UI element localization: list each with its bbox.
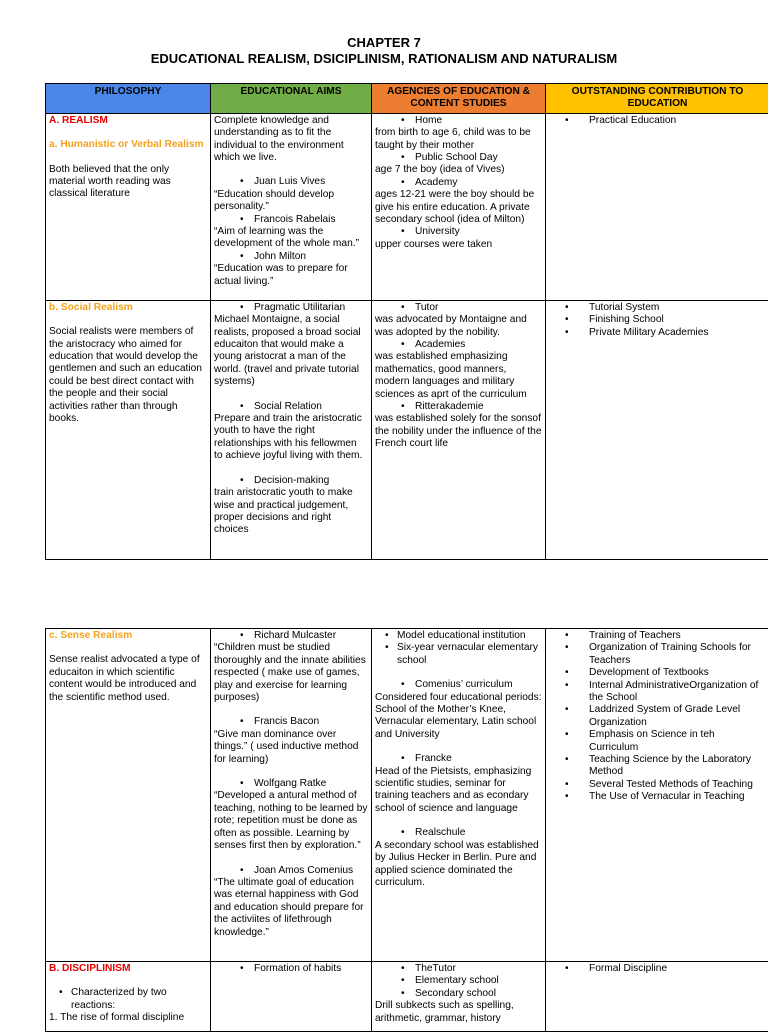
cell-aims — [211, 962, 372, 1032]
row-social-realism — [46, 300, 768, 559]
agency-text: was established emphasizing mathematics, good manners, modern languages and military sciences as aprt of the curriculum — [375, 351, 542, 401]
col-header-aims: EDUCATIONAL AIMS — [211, 84, 372, 114]
agency-name: • University — [375, 226, 542, 238]
contribution-item: • Training of Teachers — [549, 630, 766, 642]
description: Both believed that the only material worth reading was classical literature — [49, 164, 207, 201]
agency-name: • Tutor — [375, 302, 542, 314]
cell-contributions — [546, 300, 768, 559]
aim-name: • Joan Amos Comenius — [214, 865, 368, 877]
aim-name: • Decision-making — [214, 475, 368, 487]
aim-text: Michael Montaigne, a social realists, proposed a broad social educaiton that would make a young aristocrat a man of the world. (travel and private tutorial systems) — [214, 314, 368, 388]
agency-text: upper courses were taken — [375, 239, 542, 251]
contribution-item: • Formal Discipline — [549, 963, 766, 975]
aim-text: Prepare and train the aristocratic youth to have the right relationships with his fellowmen to achieve joyful living with them. — [214, 413, 368, 463]
aim-text: train aristocratic youth to make wise and practical judgement, proper decisions and right choices — [214, 487, 368, 537]
agency-text: A secondary school was established by Julius Hecker in Berlin. Pure and applied science dominated the curriculum. — [375, 840, 542, 890]
contribution-item: • Teaching Science by the Laboratory Method — [549, 754, 766, 779]
contribution-item: • Finishing School — [549, 314, 766, 326]
header-row — [46, 84, 768, 114]
aims-intro: Complete knowledge and understanding as to fit the individual to the environment which we live. — [214, 115, 368, 165]
row-humanistic-realism — [46, 113, 768, 300]
row-disciplinism — [46, 962, 768, 1032]
aim-name: • Richard Mulcaster — [214, 630, 368, 642]
agency-item: • Model educational institution — [375, 630, 542, 642]
cell-aims — [211, 629, 372, 962]
aim-name: • John Milton — [214, 251, 368, 263]
table-realism-part1 — [45, 83, 768, 560]
aim-text: “Children must be studied thoroughly and the innate abilities respected ( make use of games, play and exercise for learning purposes) — [214, 642, 368, 704]
contribution-item: • The Use of Vernacular in Teaching — [549, 791, 766, 803]
agency-name: • Ritterakademie — [375, 401, 542, 413]
section-heading: A. REALISM — [49, 115, 207, 127]
agency-name: • Academy — [375, 177, 542, 189]
aim-text: “Give man dominance over things.” ( used inductive method for learning) — [214, 729, 368, 766]
aim-name: • Juan Luis Vives — [214, 176, 368, 188]
contribution-item: • Emphasis on Science in teh Curriculum — [549, 729, 766, 754]
cell-philosophy — [46, 629, 211, 962]
cell-aims — [211, 113, 372, 300]
contribution-item: • Tutorial System — [549, 302, 766, 314]
cell-agencies — [372, 629, 546, 962]
description: Sense realist advocated a type of educaiton in which scientific content would be introduced and the scientific method used. — [49, 654, 207, 704]
aim-name: • Pragmatic Utilitarian — [214, 302, 368, 314]
contribution-item: • Organization of Training Schools for Teachers — [549, 642, 766, 667]
cell-philosophy — [46, 113, 211, 300]
contribution-item: • Internal AdministrativeOrganization of the School — [549, 680, 766, 705]
subheading: c. Sense Realism — [49, 630, 207, 642]
agency-name: • Public School Day — [375, 152, 542, 164]
agency-text: was advocated by Montaigne and was adopted by the nobility. — [375, 314, 542, 339]
aim-name: • Francois Rabelais — [214, 214, 368, 226]
section-heading: B. DISCIPLINISM — [49, 963, 207, 975]
agency-item: • Elementary school — [375, 975, 542, 987]
row-sense-realism — [46, 629, 768, 962]
agency-text: was established solely for the sonsof the nobility under the influence of the French court life — [375, 413, 542, 450]
cell-agencies — [372, 962, 546, 1032]
agency-text: age 7 the boy (idea of Vives) — [375, 164, 542, 176]
contribution-item: • Development of Textbooks — [549, 667, 766, 679]
agency-item: • TheTutor — [375, 963, 542, 975]
agency-name: • Home — [375, 115, 542, 127]
agency-name: • Comenius’ curriculum — [375, 679, 542, 691]
subheading: a. Humanistic or Verbal Realism — [49, 139, 207, 151]
cell-contributions — [546, 113, 768, 300]
contribution-item: • Several Tested Methods of Teaching — [549, 779, 766, 791]
contribution-item: • Laddrized System of Grade Level Organization — [549, 704, 766, 729]
chapter-label: CHAPTER 7 — [0, 35, 768, 50]
contribution-item: • Private Military Academies — [549, 327, 766, 339]
agency-text: from birth to age 6, child was to be taught by their mother — [375, 127, 542, 152]
aim-name: • Social Relation — [214, 401, 368, 413]
col-header-contribution: OUTSTANDING CONTRIBUTION TO EDUCATION — [546, 84, 768, 114]
aim-text: “Aim of learning was the development of the whole man.” — [214, 226, 368, 251]
subheading: b. Social Realism — [49, 302, 207, 314]
numbered-item: 1. The rise of formal discipline — [49, 1012, 207, 1024]
agency-text: Considered four educational periods: School of the Mother’s Knee, Vernacular elementary, Latin school and University — [375, 692, 542, 742]
aim-text: “Education was to prepare for actual living.” — [214, 263, 368, 288]
aim-name: • Formation of habits — [214, 963, 368, 975]
contribution-item: • Practical Education — [549, 115, 766, 127]
agency-name: • Academies — [375, 339, 542, 351]
agency-item: • Secondary school — [375, 988, 542, 1000]
agency-text: Head of the Pietsists, emphasizing scientific studies, seminar for training teachers and as econdary school of science and language — [375, 766, 542, 816]
col-header-agencies: AGENCIES OF EDUCATION & CONTENT STUDIES — [372, 84, 546, 114]
cell-philosophy — [46, 300, 211, 559]
table-realism-part2 — [45, 628, 768, 1032]
col-header-philosophy: PHILOSOPHY — [46, 84, 211, 114]
aim-name: • Francis Bacon — [214, 716, 368, 728]
cell-contributions — [546, 962, 768, 1032]
agency-text: ages 12-21 were the boy should be give his entire education. A private secondary school (idea of Milton) — [375, 189, 542, 226]
cell-aims — [211, 300, 372, 559]
page-title: EDUCATIONAL REALISM, DSICIPLINISM, RATIONALISM AND NATURALISM — [0, 51, 768, 66]
description-bullet: • Characterized by two reactions: — [49, 987, 207, 1012]
cell-agencies — [372, 113, 546, 300]
aim-name: • Wolfgang Ratke — [214, 778, 368, 790]
cell-contributions — [546, 629, 768, 962]
agency-name: • Realschule — [375, 827, 542, 839]
agency-text: Drill subkects such as spelling, arithmetic, grammar, history — [375, 1000, 542, 1025]
cell-philosophy — [46, 962, 211, 1032]
aim-text: “Developed a antural method of teaching, nothing to be learned by rote; repetition must be done as often as possible. Learning by senses first then by exploration.” — [214, 790, 368, 852]
agency-name: • Francke — [375, 753, 542, 765]
aim-text: “The ultimate goal of education was eternal happiness with God and education should prepare for the activiites of lifethrough knowledge.” — [214, 877, 368, 939]
description: Social realists were members of the aristocracy who aimed for education that would develop the gentlemen and such an education could be best direct contact with the people and their social activities rather than through books. — [49, 326, 207, 425]
cell-agencies — [372, 300, 546, 559]
agency-item: • Six-year vernacular elementary school — [375, 642, 542, 667]
aim-text: “Education should develop personality.” — [214, 189, 368, 214]
